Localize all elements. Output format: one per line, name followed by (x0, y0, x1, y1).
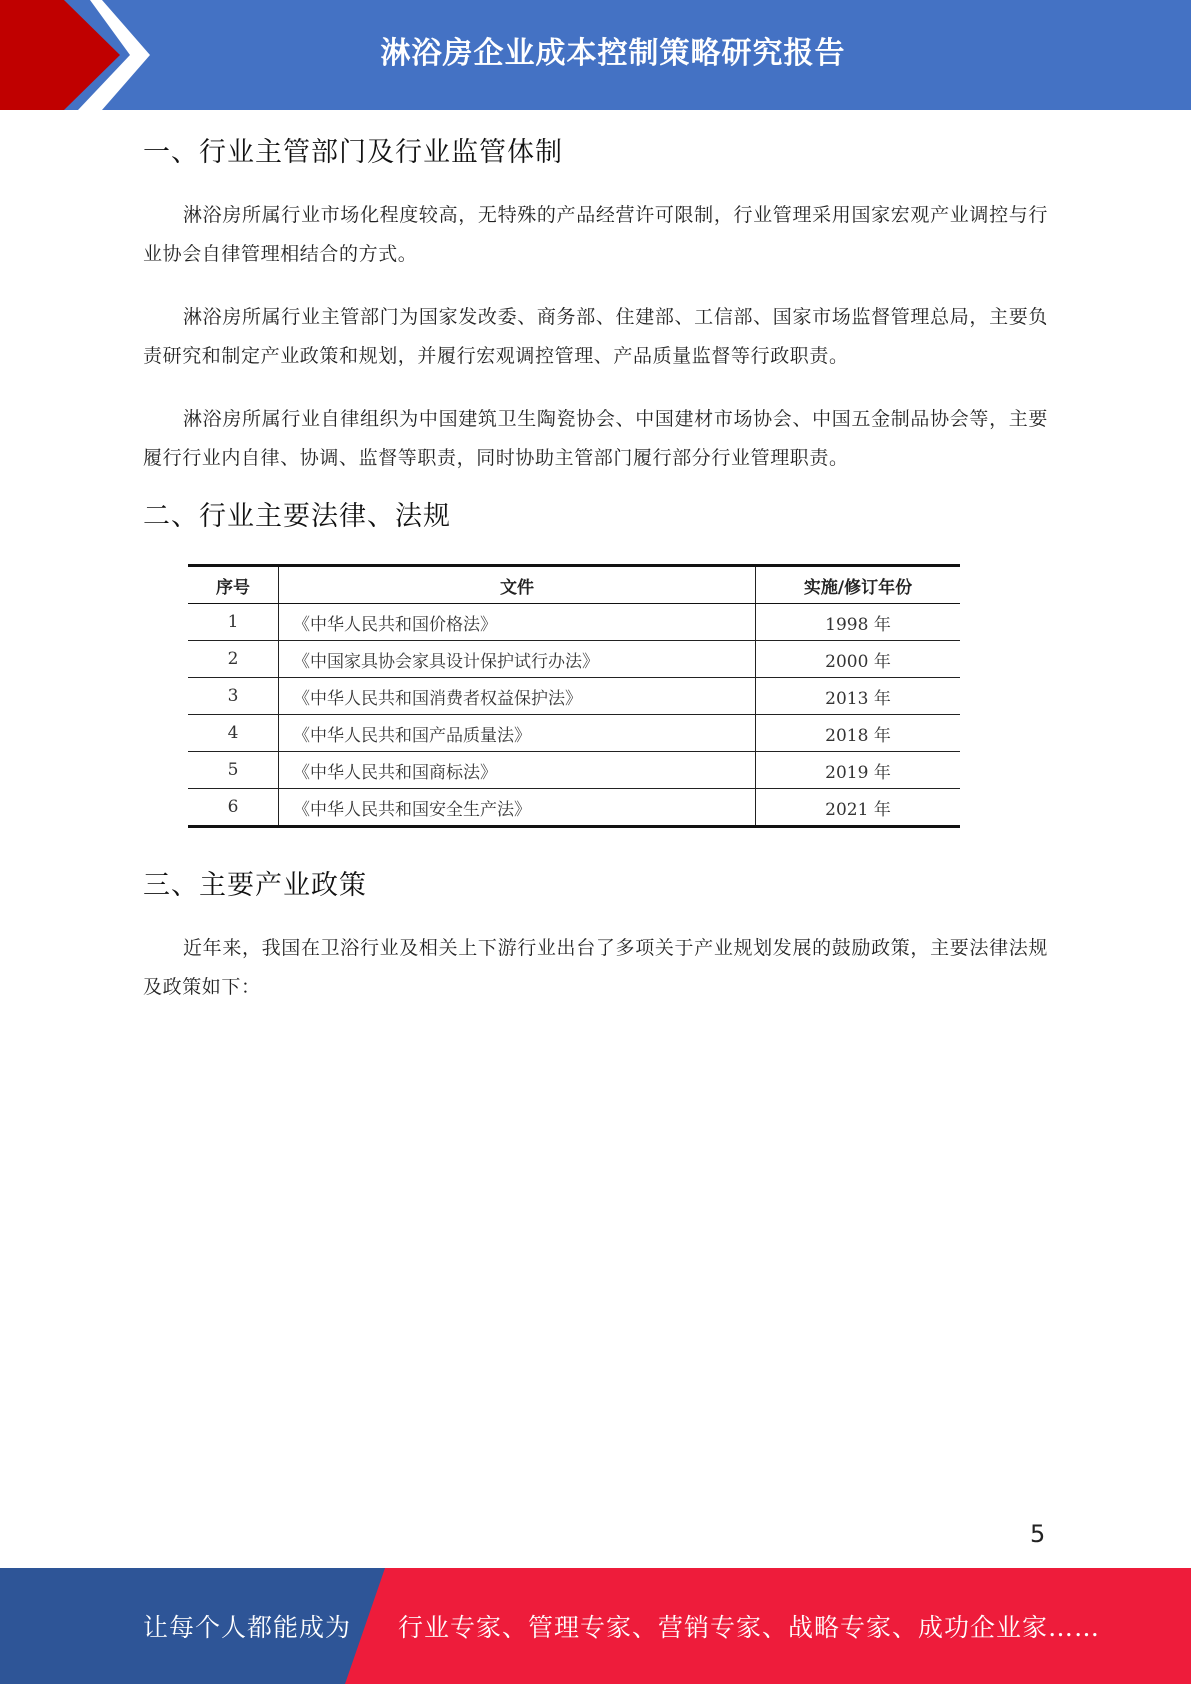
page-number: 5 (1030, 1520, 1046, 1548)
row-index: 6 (188, 789, 279, 827)
section-heading-1: 一、行业主管部门及行业监管体制 (143, 137, 563, 168)
row-index: 4 (188, 715, 279, 752)
law-table (188, 564, 960, 828)
row-document: 《中华人民共和国产品质量法》 (279, 715, 756, 752)
row-document: 《中国家具协会家具设计保护试行办法》 (279, 641, 756, 678)
column-header-index: 序号 (188, 566, 279, 604)
page-header (0, 0, 1191, 110)
row-year: 2000 年 (756, 641, 961, 678)
column-header-document: 文件 (279, 566, 756, 604)
row-index: 3 (188, 678, 279, 715)
row-index: 5 (188, 752, 279, 789)
row-document: 《中华人民共和国价格法》 (279, 604, 756, 641)
footer-slogan-right: 行业专家、管理专家、营销专家、战略专家、成功企业家…… (398, 1613, 1101, 1642)
row-index: 1 (188, 604, 279, 641)
row-index: 2 (188, 641, 279, 678)
row-document: 《中华人民共和国安全生产法》 (279, 789, 756, 827)
row-year: 2018 年 (756, 715, 961, 752)
paragraph-2: 淋浴房所属行业主管部门为国家发改委、商务部、住建部、工信部、国家市场监督管理总局，主要负责研究和制定产业政策和规划，并履行宏观调控管理、产品质量监督等行政职责。 (143, 306, 1048, 367)
row-document: 《中华人民共和国消费者权益保护法》 (279, 678, 756, 715)
table-row (188, 789, 960, 827)
table-row (188, 604, 960, 641)
section-heading-3: 三、主要产业政策 (143, 870, 367, 901)
table-row (188, 715, 960, 752)
paragraph-4: 近年来，我国在卫浴行业及相关上下游行业出台了多项关于产业规划发展的鼓励政策，主要法律法规及政策如下： (143, 937, 1048, 998)
row-year: 2021 年 (756, 789, 961, 827)
row-document: 《中华人民共和国商标法》 (279, 752, 756, 789)
paragraph-3: 淋浴房所属行业自律组织为中国建筑卫生陶瓷协会、中国建材市场协会、中国五金制品协会等，主要履行行业内自律、协调、监督等职责，同时协助主管部门履行部分行业管理职责。 (143, 408, 1048, 469)
page-footer (0, 1568, 1191, 1684)
paragraph-1: 淋浴房所属行业市场化程度较高，无特殊的产品经营许可限制，行业管理采用国家宏观产业调控与行业协会自律管理相结合的方式。 (143, 204, 1048, 265)
table-row (188, 641, 960, 678)
row-year: 2013 年 (756, 678, 961, 715)
table-row (188, 752, 960, 789)
column-header-year: 实施/修订年份 (756, 566, 961, 604)
report-title: 淋浴房企业成本控制策略研究报告 (380, 36, 846, 71)
section-heading-2: 二、行业主要法律、法规 (143, 501, 451, 532)
row-year: 1998 年 (756, 604, 961, 641)
row-year: 2019 年 (756, 752, 961, 789)
table-row (188, 678, 960, 715)
table-header-row (188, 566, 960, 604)
footer-slogan-left: 让每个人都能成为 (143, 1613, 352, 1642)
